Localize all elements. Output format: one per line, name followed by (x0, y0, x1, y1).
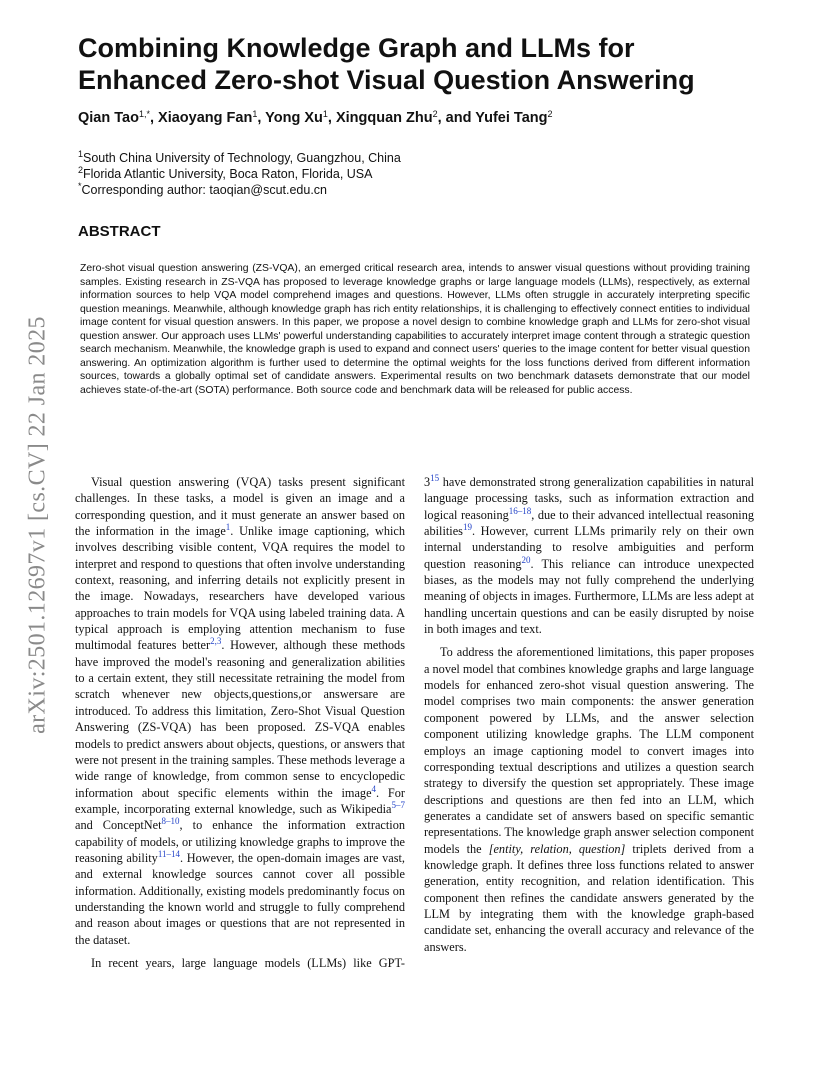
author-separator: , (327, 110, 336, 126)
arxiv-identifier: arXiv:2501.12697v1 [cs.CV] 22 Jan 2025 (24, 316, 51, 734)
author-affiliation-mark: 2 (432, 109, 438, 119)
body-paragraph: In recent years, large language models (LLMs) like GPT- (91, 955, 405, 970)
citation-link[interactable]: 8–10 (161, 816, 180, 827)
body-column-right (424, 474, 754, 955)
paragraph-text: have demonstrated strong generalization capabilities in natural language processing tasks, such as information extraction and logical reasoning (424, 475, 754, 522)
triplet-notation: [entity, relation, question] (488, 841, 626, 856)
paragraph-text: . This reliance can introduce unexpected biases, as the models may not fully comprehend the underlying meaning of objects in images. Furthermore, LLMs are less adept at handling uncertain questions and can be easily disrupted by noise in both images and text. (424, 556, 754, 637)
body-paragraph (424, 474, 754, 637)
author-name: Xiaoyang Fan (158, 110, 253, 126)
affiliation-list (78, 150, 778, 198)
paragraph-text: . However, current LLMs primarily rely on their own internal understanding to resolve ambiguities and perform question reasoning (424, 524, 754, 571)
affiliation-mark: 2 (78, 165, 84, 175)
affiliation-text: South China University of Technology, Guangzhou, China (83, 151, 401, 165)
affiliation-mark: * (78, 181, 82, 191)
citation-link[interactable]: 15 (430, 473, 440, 483)
citation-link[interactable]: 20 (521, 554, 531, 565)
abstract-body: Zero-shot visual question answering (ZS-VQA), an emerged critical research area, intends to answer visual questions without providing training samples. Existing research in ZS-VQA has proposed to leverage knowledge graphs or large language models (LLMs), respectively, as external information sources to help VQA model comprehend images and questions. However, LLMs often struggle in accurately interpreting specific question meanings. Meanwhile, although knowledge graph has rich entity relationships, it is challenging to effectively connect entities to individual image content for visual question answers. In this paper, we propose a novel design to combine knowledge graph and LLMs for zero-shot visual question answer. Our approach uses LLMs' powerful understanding capabilities to accurately interpret image content through a strategic question search mechanism. Meanwhile, the knowledge graph is used to expand and connect users' queries to the image content for better visual question answering. An optimization algorithm is further used to determine the optimal weights for the loss functions derived from different information sources, towards a globally optimal set of candidate answers. Experimental results on two benchmark datasets demonstrate that our model achieves state-of-the-art (SOTA) performance. Both source code and benchmark data will be released for public access. (80, 263, 750, 396)
abstract-heading: ABSTRACT (78, 223, 161, 240)
citation-link[interactable]: 19 (462, 522, 472, 533)
author-name: Yufei Tang (475, 110, 548, 126)
citation-link[interactable]: 11–14 (157, 848, 181, 859)
affiliation-item (78, 166, 778, 182)
affiliation-text: Corresponding author: taoqian@scut.edu.cn (81, 183, 327, 197)
body-column-left (75, 474, 405, 971)
paragraph-text: , to enhance the information extraction capability of models, or utilizing knowledge graphs to improve the reasoning ability (75, 818, 405, 865)
affiliation-mark: 1 (78, 149, 84, 159)
author-affiliation-mark: 1 (252, 109, 258, 119)
title-line-1: Combining Knowledge Graph and LLMs for (78, 33, 635, 63)
author-affiliation-mark: 1 (322, 109, 328, 119)
citation-link[interactable]: 4 (371, 783, 377, 794)
body-paragraph (75, 474, 405, 948)
body-paragraph (424, 644, 754, 955)
author-separator: , (257, 110, 266, 126)
title-line-2: Enhanced Zero-shot Visual Question Answering (78, 65, 695, 95)
citation-link[interactable]: 5–7 (391, 799, 405, 810)
author-affiliation-mark: 1,* (138, 109, 150, 119)
paragraph-text: . For example, incorporating external knowledge, such as Wikipedia (75, 785, 405, 816)
citation-link[interactable]: 2,3 (210, 636, 222, 647)
author-name: Xingquan Zhu (335, 110, 433, 126)
paragraph-text: and ConceptNet (75, 818, 162, 833)
author-affiliation-mark: 2 (547, 109, 553, 119)
citation-link[interactable]: 1 (225, 522, 231, 533)
paragraph-text: 3 (424, 475, 431, 489)
affiliation-text: Florida Atlantic University, Boca Raton, Florida, USA (83, 167, 373, 181)
paragraph-text: To address the aforementioned limitations, this paper proposes a novel model that combines knowledge graphs and large language models for enhanced zero-shot visual question answering. The model comprises two main components: the answer generation component powered by LLMs, and the answer selection component utilizing knowledge graphs. The LLM component employs an image captioning model to convert images into corresponding textual descriptions and utilizes a question search strategy to diversify the question set appropriately. These image descriptions and questions are then fed into an LLM, which generates a candidate set of answers based on specific semantic representations. The knowledge graph answer selection component models the (424, 645, 754, 856)
paragraph-text: . However, the open-domain images are vast, and external knowledge sources cannot cover all possible information. Additionally, existing models predominantly focus on understanding the known world and struggle to fully comprehend and reason about images or questions that are not represented in the dataset. (75, 850, 405, 947)
paragraph-text: triplets derived from a knowledge graph. It defines three loss functions related to answer generation, entity recognition, and relation identification. This component then refines the candidate answers generated by the LLM by integrating them with the knowledge graph-based candidate set, enhancing the overall accuracy and relevance of the answers. (424, 841, 755, 954)
author-separator: , (149, 110, 159, 126)
author-separator: , and (437, 110, 476, 126)
paragraph-text: , due to their advanced intellectual reasoning abilities (424, 507, 755, 539)
paragraph-text: . Unlike image captioning, which involves describing visible content, VQA requires the model to interpret and respond to questions that often involve understanding context, reasoning, and inferring details not explicitly present in the image. Nowadays, researchers have developed various approaches to train models for VQA using labeled training data. A typical approach is employing attention mechanism to fuse multimodal features better (75, 524, 405, 653)
paragraph-text: . However, although these methods have improved the model's reasoning and generalization abilities to a certain extent, they still necessitate retraining the model from scratch whenever new objects,questions,or answersare are introduced. To address this limitation, Zero-Shot Visual Question Answering (ZS-VQA) has been proposed. ZS-VQA enables models to predict answers about objects, questions, or answers that were not present in the training samples. These methods leverage a wide range of knowledge, from common sense to encyclopedic information about specific elements within the image (75, 638, 405, 800)
author-list (78, 110, 778, 126)
author-name: Yong Xu (265, 110, 323, 126)
affiliation-item (78, 150, 778, 166)
citation-link[interactable]: 16–18 (508, 505, 532, 516)
paper-title (78, 32, 778, 96)
author-name: Qian Tao (78, 110, 139, 126)
paragraph-text: Visual question answering (VQA) tasks present significant challenges. In these tasks, a model is given an image and a corresponding question, and it must generate an answer based on the information in the image (75, 475, 405, 539)
affiliation-item (78, 182, 778, 198)
